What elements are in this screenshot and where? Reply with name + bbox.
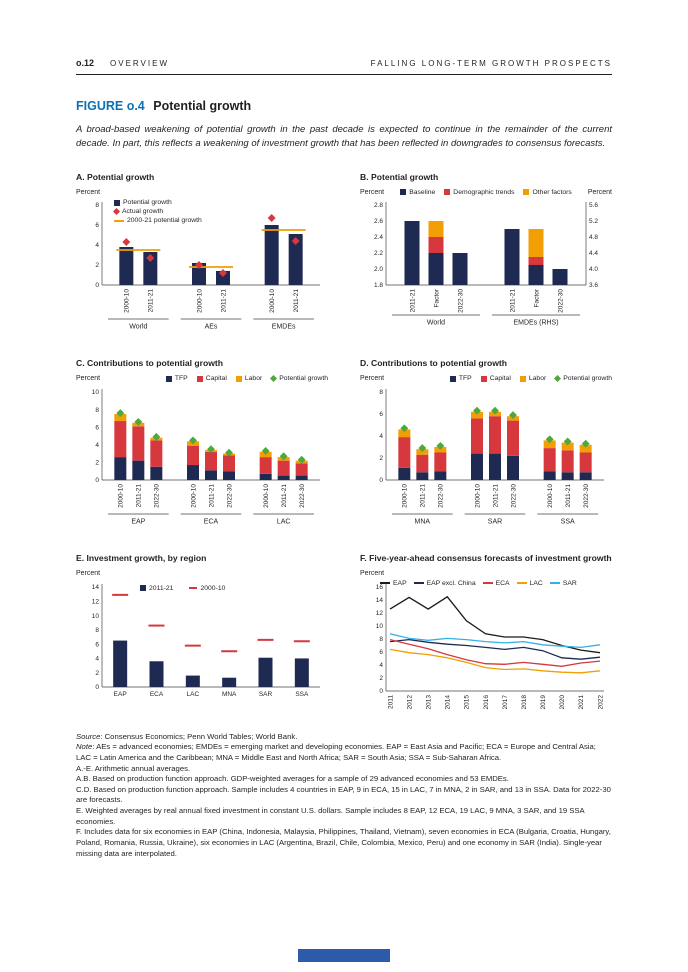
svg-text:2022-30: 2022-30: [437, 483, 445, 508]
legend-item: [114, 208, 163, 215]
chart-d-wrap: [360, 384, 612, 531]
svg-text:4.8: 4.8: [589, 234, 599, 242]
legend-item: [414, 580, 476, 587]
svg-text:10: 10: [91, 389, 99, 397]
panel-a-title: A. Potential growth: [76, 171, 155, 182]
svg-text:2022: 2022: [597, 694, 605, 710]
panel-b: [360, 172, 612, 337]
svg-text:EMDEs (RHS): EMDEs (RHS): [513, 319, 559, 327]
page-header: [76, 58, 612, 75]
svg-text:2000-10: 2000-10: [117, 483, 125, 508]
panel-f: [360, 553, 612, 718]
legend-label: Baseline: [409, 188, 436, 196]
legend-label: TFP: [458, 375, 472, 383]
legend-swatch-square: [197, 376, 203, 382]
legend-item: [517, 580, 543, 587]
legend-swatch-square: [114, 200, 120, 206]
chart-a-wrap: [76, 197, 328, 336]
source-text: : Consensus Economics; Penn World Tables; World Bank.: [100, 731, 298, 741]
svg-text:2000-10: 2000-10: [262, 483, 270, 508]
svg-text:8: 8: [379, 389, 383, 397]
legend-label: Capital: [205, 375, 227, 383]
figure-lede: A broad-based weakening of potential growth in the past decade is expected to continue in the remainder of the current decade. In part, this reflects a weakening of investment growth that has been reflected in downgrades to consensus forecasts.: [76, 124, 612, 150]
legend-item: [236, 375, 262, 382]
legend-item: [450, 375, 472, 382]
legend-label: LAC: [529, 579, 543, 587]
svg-text:ECA: ECA: [149, 690, 164, 698]
svg-text:16: 16: [375, 583, 383, 591]
legend-swatch-diamond: [113, 208, 120, 215]
svg-text:2000-10: 2000-10: [401, 483, 409, 508]
svg-text:MNA: MNA: [414, 518, 431, 526]
note-text: : AEs = advanced economies; EMDEs = emerging market and developing economies. EAP = East Asia and Pacific; ECA = Europe and Central Asia; LAC = Latin America and the Caribbean; MNA = Middle East and North Africa; SAR = South Asia; SSA = Sub-Saharan Africa.: [76, 742, 596, 762]
svg-text:2011-21: 2011-21: [280, 483, 288, 508]
legend-label: Potential growth: [563, 375, 612, 383]
running-title: FALLING LONG-TERM GROWTH PROSPECTS: [370, 59, 612, 68]
svg-text:2: 2: [95, 459, 99, 467]
legend-swatch-line: [114, 220, 124, 222]
legend-swatch-line: [483, 582, 493, 584]
legend-e: [140, 585, 225, 592]
svg-text:2014: 2014: [444, 694, 452, 710]
svg-text:4.4: 4.4: [589, 250, 599, 258]
legend-swatch-line: [550, 582, 560, 584]
legend-swatch-diamond: [554, 375, 561, 382]
svg-text:2011-21: 2011-21: [292, 289, 300, 313]
chart-c-canvas: [76, 384, 328, 531]
legend-swatch-square: [140, 585, 146, 591]
svg-text:2000-10: 2000-10: [196, 289, 204, 314]
legend-label: Other factors: [532, 188, 572, 196]
svg-text:4.0: 4.0: [589, 266, 599, 274]
svg-text:2.0: 2.0: [373, 266, 383, 274]
note-label: Note: [76, 742, 93, 752]
svg-text:2.8: 2.8: [373, 202, 383, 210]
legend-label: Potential growth: [279, 375, 328, 383]
legend-b: [400, 189, 572, 196]
legend-item: [114, 199, 172, 206]
panel-c: [76, 358, 328, 531]
legend-item: [380, 580, 407, 587]
legend-item: [140, 585, 173, 592]
chart-svg: [76, 579, 328, 702]
svg-text:EAP: EAP: [113, 690, 127, 698]
panel-a: [76, 172, 328, 337]
axis-caption-right: Percent: [587, 188, 612, 196]
svg-text:12: 12: [91, 598, 99, 606]
svg-text:14: 14: [91, 583, 99, 591]
svg-text:6: 6: [95, 222, 99, 230]
legend-label: 2000-10: [200, 584, 226, 592]
panel-b-axis-caption-row: [360, 187, 612, 197]
svg-text:6: 6: [95, 641, 99, 649]
panel-e-axis-caption-row: [76, 569, 328, 579]
legend-f: [380, 580, 577, 587]
svg-text:2020: 2020: [559, 694, 567, 710]
chart-e-canvas: [76, 579, 328, 702]
legend-swatch-line: [414, 582, 424, 584]
svg-text:SSA: SSA: [295, 690, 309, 698]
svg-text:2011-21: 2011-21: [564, 483, 572, 508]
chart-c-wrap: [76, 384, 328, 531]
axis-caption-left: Percent: [76, 375, 101, 383]
legend-swatch-square: [481, 376, 487, 382]
charts-grid: [76, 172, 612, 718]
panel-f-title: F. Five-year-ahead consensus forecasts of investment growth: [360, 552, 612, 563]
legend-swatch-square: [450, 376, 456, 382]
svg-text:ECA: ECA: [203, 518, 219, 526]
svg-text:2000-10: 2000-10: [268, 289, 276, 314]
svg-text:2017: 2017: [501, 694, 509, 710]
svg-text:2000-10: 2000-10: [123, 289, 131, 314]
legend-swatch-square: [444, 189, 450, 195]
svg-text:2018: 2018: [520, 694, 528, 710]
svg-text:World: World: [426, 319, 446, 327]
svg-text:SSA: SSA: [560, 518, 575, 526]
legend-label: SAR: [562, 579, 577, 587]
svg-text:2.2: 2.2: [373, 250, 383, 258]
chart-svg: [360, 384, 612, 531]
panel-c-axis-caption-row: [76, 374, 328, 384]
svg-text:Factor: Factor: [433, 289, 441, 308]
legend-swatch-square: [520, 376, 526, 382]
svg-text:2011-21: 2011-21: [147, 289, 155, 313]
svg-text:0: 0: [379, 687, 383, 695]
svg-text:4: 4: [95, 655, 99, 663]
note-cd: C.D. Based on production function approach. Sample includes 4 countries in EAP, 9 in ECA, 15 in LAC, 7 in MNA, 2 in SAR, and 13 in SSA. Data for 2022-30 are forecasts.: [76, 784, 611, 805]
svg-text:2011-21: 2011-21: [220, 289, 228, 313]
footer-accent-bar: [298, 949, 390, 962]
svg-text:8: 8: [95, 202, 99, 210]
axis-caption-left: Percent: [76, 188, 101, 196]
legend-label: Potential growth: [123, 199, 172, 207]
legend-label: TFP: [174, 375, 188, 383]
svg-text:World: World: [129, 323, 148, 331]
legend-item: [271, 375, 328, 382]
page-number: o.12: [76, 58, 95, 68]
legend-item: [166, 375, 188, 382]
axis-caption-left: Percent: [360, 570, 385, 578]
panel-c-title: C. Contributions to potential growth: [76, 358, 224, 369]
svg-text:2022-30: 2022-30: [226, 483, 234, 508]
svg-text:10: 10: [91, 612, 99, 620]
legend-swatch-square: [166, 376, 172, 382]
svg-text:2019: 2019: [540, 694, 548, 710]
svg-text:8: 8: [379, 635, 383, 643]
svg-text:2000-10: 2000-10: [546, 483, 554, 508]
panel-d-title: D. Contributions to potential growth: [360, 358, 508, 369]
svg-text:2.4: 2.4: [373, 234, 383, 242]
legend-item: [555, 375, 612, 382]
header-left: [76, 58, 169, 68]
svg-text:EMDEs: EMDEs: [271, 323, 296, 331]
svg-text:2022-30: 2022-30: [557, 289, 565, 314]
svg-text:2011: 2011: [387, 694, 395, 709]
svg-text:SAR: SAR: [487, 518, 503, 526]
svg-text:8: 8: [95, 406, 99, 414]
legend-swatch-square: [236, 376, 242, 382]
legend-label: Labor: [244, 375, 263, 383]
svg-text:2015: 2015: [463, 694, 471, 710]
svg-text:MNA: MNA: [221, 690, 237, 698]
legend-item: [197, 375, 227, 382]
svg-text:0: 0: [379, 477, 383, 485]
chart-d-canvas: [360, 384, 612, 531]
note-ab: A.B. Based on production function approach. GDP-weighted averages for a sample of 29 advanced economies and 53 EMDEs.: [76, 774, 509, 784]
legend-item: [400, 189, 435, 196]
svg-text:EAP: EAP: [131, 518, 146, 526]
figure-title: Potential growth: [153, 99, 252, 113]
legend-swatch-line: [517, 582, 527, 584]
panel-b-title: B. Potential growth: [360, 171, 439, 182]
svg-text:LAC: LAC: [186, 690, 200, 698]
chart-svg: [360, 197, 612, 332]
svg-text:Factor: Factor: [533, 289, 541, 308]
svg-text:2011-21: 2011-21: [135, 483, 143, 508]
svg-text:3.6: 3.6: [589, 282, 599, 290]
svg-text:4: 4: [379, 661, 383, 669]
svg-text:2022-30: 2022-30: [510, 483, 518, 508]
panel-a-axis-caption-row: [76, 187, 328, 197]
svg-text:2021: 2021: [578, 694, 586, 710]
legend-label: Actual growth: [122, 208, 164, 216]
chart-svg: [76, 384, 328, 531]
legend-item: [523, 189, 571, 196]
chart-b-canvas: [360, 197, 612, 332]
chart-b-wrap: [360, 197, 612, 332]
svg-text:4: 4: [379, 433, 383, 441]
legend-label: EAP: [393, 579, 407, 587]
svg-text:4: 4: [95, 441, 99, 449]
note-e: E. Weighted averages by real annual fixed investment in constant U.S. dollars. Sample includes 8 EAP, 12 ECA, 19 LAC, 9 MNA, 3 SAR, and 19 SSA economies.: [76, 806, 585, 826]
axis-caption-left: Percent: [360, 188, 385, 196]
axis-caption-left: Percent: [76, 570, 101, 578]
svg-text:2: 2: [379, 455, 383, 463]
legend-item: [520, 375, 546, 382]
legend-item: [481, 375, 511, 382]
panel-d-axis-caption-row: [360, 374, 612, 384]
svg-text:10: 10: [375, 622, 383, 630]
legend-item: [483, 580, 510, 587]
svg-text:5.6: 5.6: [589, 202, 599, 210]
legend-swatch-square: [523, 189, 529, 195]
svg-text:6: 6: [379, 411, 383, 419]
legend-item: [550, 580, 577, 587]
legend-label: 2000-21 potential growth: [127, 217, 202, 225]
svg-text:14: 14: [375, 596, 383, 604]
chart-f-wrap: [360, 579, 612, 718]
svg-text:2.6: 2.6: [373, 218, 383, 226]
svg-text:2011-21: 2011-21: [509, 289, 517, 313]
legend-swatch-square: [400, 189, 406, 195]
legend-d: [450, 375, 612, 382]
axis-caption-left: Percent: [360, 375, 385, 383]
panel-e-title: E. Investment growth, by region: [76, 552, 207, 563]
svg-text:2011-21: 2011-21: [409, 289, 417, 313]
svg-text:6: 6: [379, 648, 383, 656]
svg-text:2013: 2013: [425, 694, 433, 710]
svg-text:2011-21: 2011-21: [419, 483, 427, 508]
chart-f-canvas: [360, 579, 612, 718]
chart-svg: [360, 579, 612, 718]
svg-text:4: 4: [95, 242, 99, 250]
svg-text:5.2: 5.2: [589, 218, 599, 226]
svg-text:12: 12: [375, 609, 383, 617]
svg-text:0: 0: [95, 477, 99, 485]
svg-text:0: 0: [95, 683, 99, 691]
legend-item: [189, 585, 225, 592]
legend-c: [166, 375, 328, 382]
svg-text:LAC: LAC: [276, 518, 291, 526]
svg-text:2012: 2012: [406, 694, 414, 710]
svg-text:2011-21: 2011-21: [492, 483, 500, 508]
figure-notes: [76, 732, 612, 860]
legend-label: Demographic trends: [453, 188, 515, 196]
legend-swatch-line: [380, 582, 390, 584]
legend-label: 2011-21: [149, 584, 174, 592]
legend-swatch-diamond: [270, 375, 277, 382]
figure-heading: [76, 99, 612, 113]
panel-e: [76, 553, 328, 718]
svg-text:2011-21: 2011-21: [208, 483, 216, 508]
svg-text:6: 6: [95, 424, 99, 432]
svg-text:2022-30: 2022-30: [153, 483, 161, 508]
note-ae: A.-E. Arithmetic annual averages.: [76, 763, 191, 773]
svg-text:2: 2: [95, 262, 99, 270]
svg-text:2: 2: [379, 674, 383, 682]
source-label: Source: [76, 731, 101, 741]
legend-swatch-dash: [189, 587, 197, 589]
chart-e-wrap: [76, 579, 328, 702]
note-f: F. Includes data for six economies in EAP (China, Indonesia, Malaysia, Philippines, Thailand, Vietnam), seven economies in ECA (Bulgaria, Croatia, Hungary, Poland, Romania, Russia, Ukraine), six economies in LAC (Argentina, Brazil, Chile, Colombia, Mexico, Peru) and one economy in SAR (India). Single-year missing data are interpolated.: [76, 827, 611, 858]
section-label: OVERVIEW: [110, 59, 169, 68]
note-line: [76, 742, 612, 763]
svg-text:2022-30: 2022-30: [457, 289, 465, 314]
panel-f-axis-caption-row: [360, 569, 612, 579]
svg-text:2022-30: 2022-30: [298, 483, 306, 508]
source-line: [76, 732, 612, 743]
legend-label: ECA: [495, 579, 510, 587]
legend-item: [114, 217, 202, 224]
legend-a: [114, 199, 202, 224]
legend-label: Capital: [489, 375, 511, 383]
svg-text:1.8: 1.8: [373, 282, 383, 290]
svg-text:2000-10: 2000-10: [474, 483, 482, 508]
svg-text:2: 2: [95, 669, 99, 677]
figure-label: FIGURE o.4: [76, 99, 145, 113]
svg-text:2000-10: 2000-10: [190, 483, 198, 508]
svg-text:8: 8: [95, 626, 99, 634]
svg-text:2016: 2016: [482, 694, 490, 710]
svg-text:SAR: SAR: [258, 690, 273, 698]
legend-label: Labor: [528, 375, 547, 383]
legend-item: [444, 189, 514, 196]
svg-text:2022-30: 2022-30: [582, 483, 590, 508]
svg-text:0: 0: [95, 282, 99, 290]
panel-d: [360, 358, 612, 531]
legend-label: EAP excl. China: [426, 579, 476, 587]
svg-text:AEs: AEs: [204, 323, 218, 331]
